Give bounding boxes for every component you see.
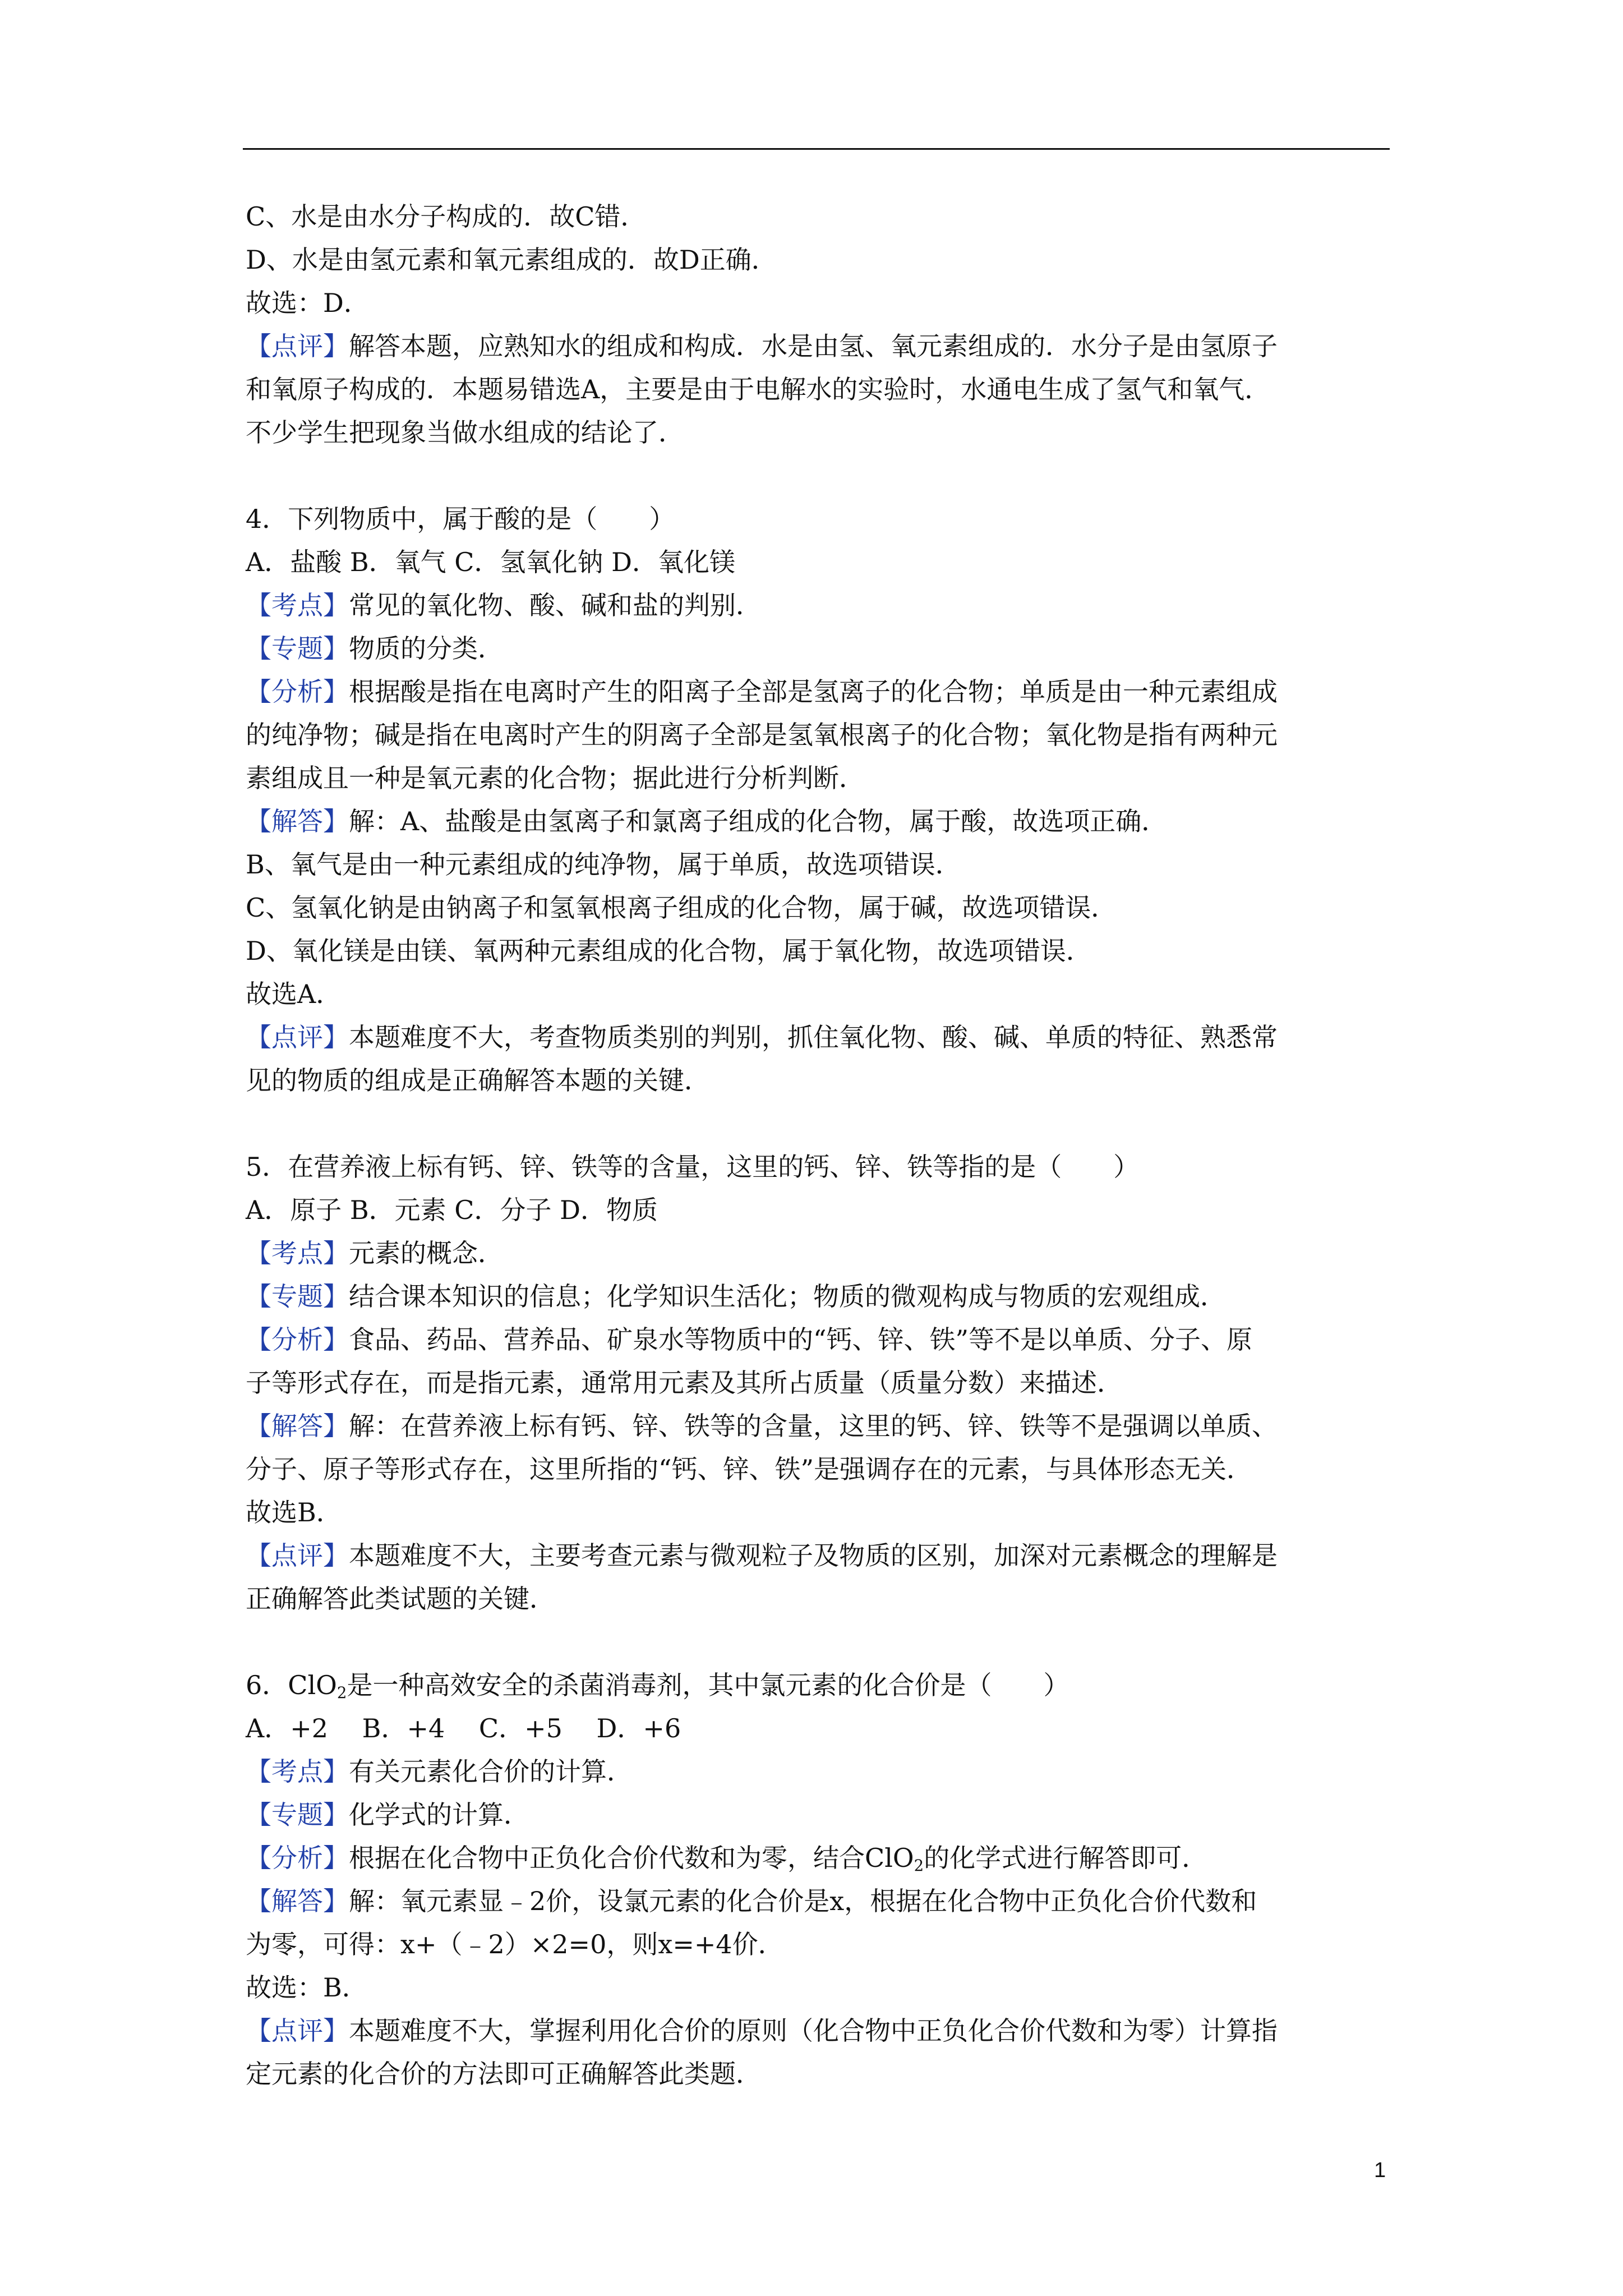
jieda-line: 【解答】解：在营养液上标有钙、锌、铁等的含量，这里的钙、锌、铁等不是强调以单质、 xyxy=(246,1411,1278,1441)
review-line: 【点评】本题难度不大，掌握利用化合价的原则（化合物中正负化合价代数和为零）计算指 xyxy=(246,2016,1278,2046)
fenxi-tag: 【分析】 xyxy=(246,677,349,707)
question-stem: 6．ClO$_2$是一种高效安全的杀菌消毒剂，其中氯元素的化合价是（ ） xyxy=(246,1670,1069,1702)
question-options: A．原子 B．元素 C．分子 D．物质 xyxy=(246,1195,658,1225)
text-line: 故选B． xyxy=(246,1497,342,1527)
review-line: 【点评】本题难度不大，考查物质类别的判别，抓住氧化物、酸、碱、单质的特征、熟悉常 xyxy=(246,1022,1278,1052)
page-content xyxy=(246,195,1390,2096)
text-line: C、水是由水分子构成的．故C错． xyxy=(246,201,647,232)
subscript: 2 xyxy=(336,1683,347,1702)
question-options: A．+2 B．+4 C．+5 D．+6 xyxy=(246,1713,681,1743)
text-line: 的纯净物；碱是指在电离时产生的阴离子全部是氢氧根离子的化合物；氧化物是指有两种元 xyxy=(246,720,1278,750)
text-line: 分子、原子等形式存在，这里所指的“钙、锌、铁”是强调存在的元素，与具体形态无关． xyxy=(246,1454,1253,1484)
jieda-line: 【解答】解：A、盐酸是由氢离子和氯离子组成的化合物，属于酸，故选项正确． xyxy=(246,806,1168,836)
text-line: C、氢氧化钠是由钠离子和氢氧根离子组成的化合物，属于碱，故选项错误． xyxy=(246,892,1117,923)
text-line: 故选：D． xyxy=(246,288,370,318)
fenxi-tag: 【分析】 xyxy=(246,1324,349,1355)
fenxi-line: 【分析】根据酸是指在电离时产生的阳离子全部是氢离子的化合物；单质是由一种元素组成 xyxy=(246,677,1278,707)
text-line: D、氧化镁是由镁、氧两种元素组成的化合物，属于氧化物，故选项错误． xyxy=(246,936,1092,966)
text-line: 定元素的化合价的方法即可正确解答此类题． xyxy=(246,2059,762,2089)
kaodian-line: 【考点】常见的氧化物、酸、碱和盐的判别． xyxy=(246,590,762,620)
text-line: 和氧原子构成的．本题易错选A，主要是由于电解水的实验时，水通电生成了氢气和氧气． xyxy=(246,374,1271,404)
fenxi-tag: 【分析】 xyxy=(246,1843,349,1873)
review-line: 【点评】解答本题，应熟知水的组成和构成．水是由氢、氧元素组成的．水分子是由氢原子 xyxy=(246,331,1278,361)
kaodian-line: 【考点】元素的概念． xyxy=(246,1238,504,1268)
question-options: A．盐酸 B．氧气 C．氢氧化钠 D．氧化镁 xyxy=(246,547,735,577)
review-line: 【点评】本题难度不大，主要考查元素与微观粒子及物质的区别，加深对元素概念的理解是 xyxy=(246,1540,1278,1571)
zhuanti-line: 【专题】结合课本知识的信息；化学知识生活化；物质的微观构成与物质的宏观组成． xyxy=(246,1281,1226,1312)
text-line: 故选A． xyxy=(246,979,342,1009)
review-tag: 【点评】 xyxy=(246,1540,349,1571)
text-line: B、氧气是由一种元素组成的纯净物，属于单质，故选项错误． xyxy=(246,849,961,880)
question-stem: 5．在营养液上标有钙、锌、铁等的含量，这里的钙、锌、铁等指的是（ ） xyxy=(246,1152,1140,1182)
jieda-tag: 【解答】 xyxy=(246,1411,349,1441)
jieda-tag: 【解答】 xyxy=(246,1886,349,1916)
jieda-line: 【解答】解：氧元素显﹣2价，设氯元素的化合价是x，根据在化合物中正负化合价代数和 xyxy=(246,1886,1257,1916)
fenxi-line: 【分析】食品、药品、营养品、矿泉水等物质中的“钙、锌、铁”等不是以单质、分子、原 xyxy=(246,1324,1253,1355)
jieda-tag: 【解答】 xyxy=(246,806,349,836)
zhuanti-tag: 【专题】 xyxy=(246,1281,349,1312)
kaodian-tag: 【考点】 xyxy=(246,1238,349,1268)
text-line: 为零，可得：x+（﹣2）×2=0，则x=+4价． xyxy=(246,1929,784,1959)
text-line: 故选：B． xyxy=(246,1972,368,2003)
text-line: 正确解答此类试题的关键． xyxy=(246,1584,555,1614)
review-tag: 【点评】 xyxy=(246,2016,349,2046)
text-line: D、水是由氢元素和氧元素组成的．故D正确． xyxy=(246,245,777,275)
header-rule xyxy=(243,148,1390,150)
text-line: 不少学生把现象当做水组成的结论了． xyxy=(246,417,684,448)
question-stem: 4．下列物质中，属于酸的是（ ） xyxy=(246,504,675,534)
kaodian-tag: 【考点】 xyxy=(246,590,349,620)
zhuanti-tag: 【专题】 xyxy=(246,633,349,664)
zhuanti-line: 【专题】化学式的计算． xyxy=(246,1800,529,1830)
text-line: 素组成且一种是氧元素的化合物；据此进行分析判断． xyxy=(246,763,865,793)
text-line: 子等形式存在，而是指元素，通常用元素及其所占质量（质量分数）来描述． xyxy=(246,1368,1123,1398)
fenxi-line: 【分析】根据在化合物中正负化合价代数和为零，结合ClO$_2$的化学式进行解答即可． xyxy=(246,1843,1208,1875)
review-tag: 【点评】 xyxy=(246,331,349,361)
text-line: 见的物质的组成是正确解答本题的关键． xyxy=(246,1065,710,1096)
zhuanti-line: 【专题】物质的分类． xyxy=(246,633,504,664)
zhuanti-tag: 【专题】 xyxy=(246,1800,349,1830)
kaodian-tag: 【考点】 xyxy=(246,1756,349,1787)
page-number: 1 xyxy=(1374,2159,1386,2182)
kaodian-line: 【考点】有关元素化合价的计算． xyxy=(246,1756,633,1787)
subscript: 2 xyxy=(914,1856,924,1875)
review-tag: 【点评】 xyxy=(246,1022,349,1052)
